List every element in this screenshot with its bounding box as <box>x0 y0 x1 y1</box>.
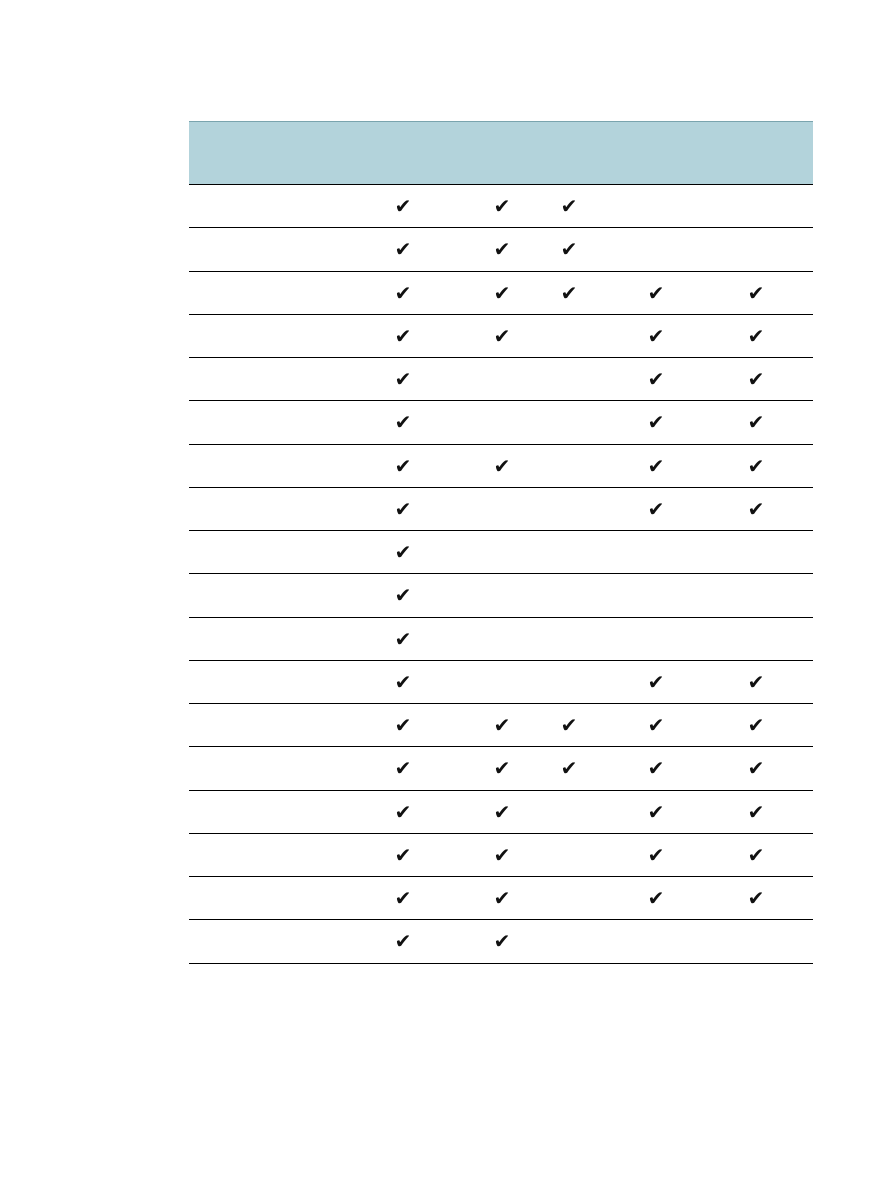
table-row <box>189 228 813 271</box>
checkmark-icon: ✔ <box>394 237 412 262</box>
table-body <box>189 185 813 964</box>
table-row <box>189 445 813 488</box>
checkmark-icon: ✔ <box>560 756 578 781</box>
checkmark-icon: ✔ <box>394 842 412 867</box>
checkmark-icon: ✔ <box>647 453 665 478</box>
checkmark-icon: ✔ <box>493 237 511 262</box>
checkmark-icon: ✔ <box>493 453 511 478</box>
table-row <box>189 618 813 661</box>
checkmark-icon: ✔ <box>647 323 665 348</box>
checkmark-icon: ✔ <box>647 799 665 824</box>
checkmark-icon: ✔ <box>647 496 665 521</box>
checkmark-icon: ✔ <box>394 713 412 737</box>
checkmark-icon: ✔ <box>747 842 765 867</box>
checkmark-icon: ✔ <box>747 323 765 348</box>
table-row <box>189 531 813 574</box>
checkmark-icon: ✔ <box>493 799 511 824</box>
checkmark-icon: ✔ <box>747 886 765 910</box>
checkmark-icon: ✔ <box>560 194 578 218</box>
table-row <box>189 834 813 877</box>
checkmark-icon: ✔ <box>394 496 412 521</box>
table-row <box>189 401 813 444</box>
checkmark-icon: ✔ <box>647 280 665 305</box>
checkmark-icon: ✔ <box>493 280 511 305</box>
table-row <box>189 791 813 834</box>
checkmark-icon: ✔ <box>493 886 511 910</box>
checkmark-icon: ✔ <box>747 669 765 694</box>
table-row <box>189 185 813 228</box>
checkmark-icon: ✔ <box>747 756 765 781</box>
table-row <box>189 704 813 747</box>
checkmark-icon: ✔ <box>493 194 511 218</box>
checkmark-icon: ✔ <box>493 756 511 781</box>
table-row <box>189 315 813 358</box>
checkmark-icon: ✔ <box>394 323 412 348</box>
checkmark-icon: ✔ <box>747 799 765 824</box>
checkmark-icon: ✔ <box>394 367 412 391</box>
checkmark-icon: ✔ <box>394 194 412 218</box>
checkmark-icon: ✔ <box>647 713 665 737</box>
table-row <box>189 358 813 401</box>
checkmark-icon: ✔ <box>394 756 412 781</box>
feature-matrix-table <box>189 121 813 964</box>
table-row <box>189 920 813 963</box>
checkmark-icon: ✔ <box>747 496 765 521</box>
checkmark-icon: ✔ <box>394 929 412 954</box>
checkmark-icon: ✔ <box>394 886 412 910</box>
checkmark-icon: ✔ <box>394 799 412 824</box>
checkmark-icon: ✔ <box>747 713 765 737</box>
checkmark-icon: ✔ <box>647 842 665 867</box>
table-row <box>189 747 813 790</box>
checkmark-icon: ✔ <box>747 453 765 478</box>
checkmark-icon: ✔ <box>394 583 412 608</box>
checkmark-icon: ✔ <box>394 453 412 478</box>
table-row <box>189 488 813 531</box>
checkmark-icon: ✔ <box>394 540 412 564</box>
checkmark-icon: ✔ <box>394 280 412 305</box>
checkmark-icon: ✔ <box>747 367 765 391</box>
table-row <box>189 661 813 704</box>
table-row <box>189 272 813 315</box>
checkmark-icon: ✔ <box>394 626 412 651</box>
checkmark-icon: ✔ <box>747 410 765 435</box>
checkmark-icon: ✔ <box>647 367 665 391</box>
checkmark-icon: ✔ <box>394 669 412 694</box>
table-row <box>189 574 813 617</box>
checkmark-icon: ✔ <box>493 323 511 348</box>
checkmark-icon: ✔ <box>493 929 511 954</box>
table-header <box>189 121 813 185</box>
checkmark-icon: ✔ <box>493 713 511 737</box>
checkmark-icon: ✔ <box>560 713 578 737</box>
checkmark-icon: ✔ <box>560 280 578 305</box>
checkmark-icon: ✔ <box>394 410 412 435</box>
checkmark-icon: ✔ <box>560 237 578 262</box>
checkmark-icon: ✔ <box>647 410 665 435</box>
checkmark-icon: ✔ <box>647 886 665 910</box>
checkmark-icon: ✔ <box>647 669 665 694</box>
table-row <box>189 877 813 920</box>
checkmark-icon: ✔ <box>647 756 665 781</box>
checkmark-icon: ✔ <box>747 280 765 305</box>
checkmark-icon: ✔ <box>493 842 511 867</box>
